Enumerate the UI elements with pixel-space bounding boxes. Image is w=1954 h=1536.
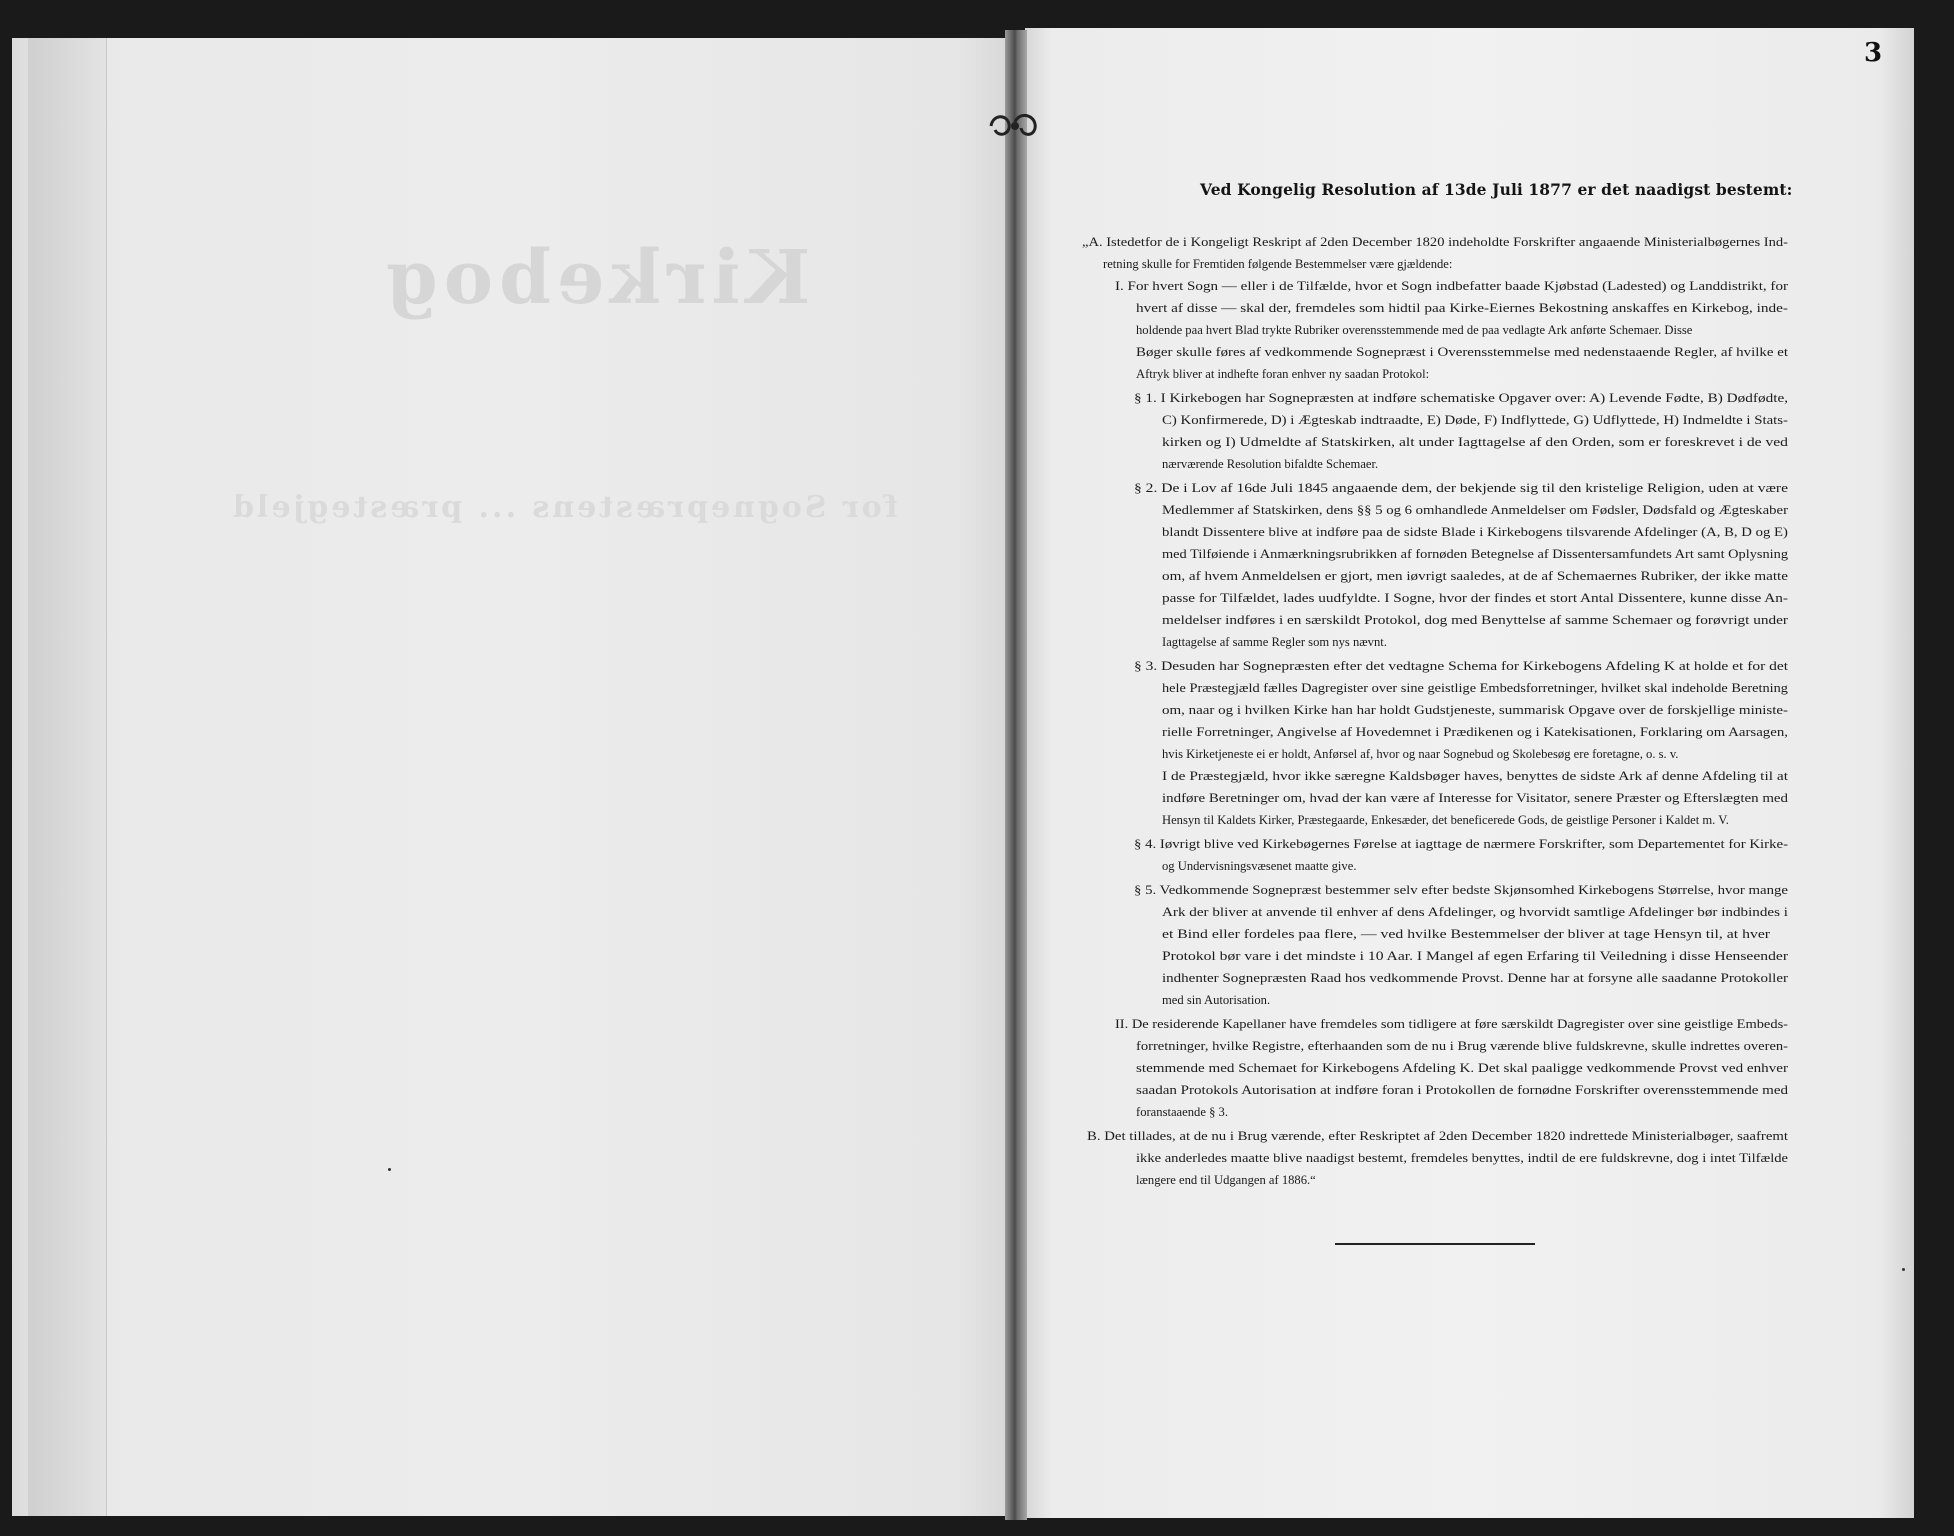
binding-thread-icon [985, 108, 1045, 142]
text-line: hvert af disse — skal der, fremdeles som hidtil paa Kirke-Eiernes Bekostning anskaffes en Kirkebog, inde- [1136, 301, 1788, 315]
text-line: blandt Dissentere blive at indføre paa de sidste Blade i Kirkebogens tilsvarende Afdelinger (A, B, D og E) [1162, 525, 1788, 539]
text-line: Medlemmer af Statskirken, dens §§ 5 og 6 omhandlede Anmeldelser om Fødsler, Dødsfald og Ægteskaber [1162, 503, 1788, 517]
text-line: kirken og I) Udmeldte af Statskirken, alt under Iagttagelse af den Orden, som er foreskrevet i de ved [1162, 435, 1789, 449]
text-line: stemmende med Schemaet for Kirkebogens Afdeling K. Det skal paaligge vedkommende Provst ved enhver [1136, 1061, 1788, 1075]
text-line: med Tilføiende i Anmærkningsrubrikken af fornøden Betegnelse af Dissentersamfundets Art samt Oplysning [1162, 547, 1789, 561]
text-line: rielle Forretninger, Angivelse af Hovedemnet i Prædikenen og i Katekisationen, Forklaring om Aarsagen, [1162, 725, 1788, 739]
text-line: Ark der bliver at anvende til enhver af dens Afdelinger, og hvorvidt samtlige Afdelinger bør indbindes i [1162, 905, 1788, 919]
text-line: II. De residerende Kapellaner have fremdeles som tidligere at føre særskildt Dagregister over sine geistlige Embeds- [1115, 1017, 1788, 1031]
text-line: indføre Beretninger om, hvad der kan være af Interesse for Visitator, senere Præster og Efterslægten med [1162, 791, 1789, 805]
text-line: hvis Kirketjeneste ei er holdt, Anførsel af, hvor og naar Sognebud og Skolebesøg ere foretagne, o. s. v. [1162, 747, 1679, 761]
text-line: forretninger, hvilke Registre, efterhaanden som de nu i Brug værende blive fuldskrevne, skulle indrettes overen- [1136, 1039, 1789, 1053]
left-page-edge [28, 38, 107, 1516]
ghost-title-bleedthrough: Kirkebog [380, 235, 811, 321]
text-line: B. Det tillades, at de nu i Brug værende, efter Reskriptet af 2den December 1820 indrettede Ministerialbøger, saafremt [1087, 1129, 1789, 1143]
text-line: § 5. Vedkommende Sognepræst bestemmer selv efter bedste Skjønsomhed Kirkebogens Størrelse, hvor mange [1134, 883, 1789, 897]
page-number: 3 [1864, 38, 1883, 68]
text-line: med sin Autorisation. [1162, 993, 1271, 1007]
text-line: „A. Istedetfor de i Kongeligt Reskript af 2den December 1820 indeholdte Forskrifter angaaende Ministerialbøgernes Ind- [1082, 235, 1788, 249]
text-line: Bøger skulle føres af vedkommende Sognepræst i Overensstemmelse med nedenstaaende Regler, af hvilke et [1136, 345, 1788, 359]
text-line: § 3. Desuden har Sognepræsten efter det vedtagne Schema for Kirkebogens Afdeling K at holde et for det [1134, 659, 1789, 673]
text-line: om, naar og i hvilken Kirke han har holdt Gudstjeneste, summarisk Opgave over de forskjellige ministe- [1162, 703, 1789, 717]
text-line: indhenter Sognepræsten Raad hos vedkommende Provst. Denne har at forsyne alle saadanne Protokoller [1162, 971, 1789, 985]
book-gutter [1005, 30, 1027, 1520]
text-line: Hensyn til Kaldets Kirker, Præstegaarde, Enkesæder, det beneficerede Gods, de geistlige Personer i Kaldet m. V. [1162, 813, 1729, 827]
text-line: hele Præstegjæld fælles Dagregister over sine geistlige Embedsforretninger, hvilket skal indeholde Beretning [1162, 681, 1788, 695]
text-line: meldelser indføres i en særskildt Protokol, dog med Benyttelse af samme Schemaer og forøvrigt under [1162, 613, 1788, 627]
text-line: holdende paa hvert Blad trykte Rubriker overensstemmende med de paa vedlagte Ark anførte Schemaer. Disse [1136, 323, 1693, 337]
text-line: Aftryk bliver at indhefte foran enhver ny saadan Protokol: [1136, 367, 1430, 381]
text-line: længere end til Udgangen af 1886.“ [1136, 1173, 1316, 1187]
speck [1902, 1268, 1905, 1271]
ghost-subtitle-bleedthrough: for Sognepræstens ... præstegjeld [230, 490, 898, 525]
text-line: foranstaaende § 3. [1136, 1105, 1228, 1119]
text-line: passe for Tilfældet, lades uudfyldte. I Sogne, hvor der findes et stort Antal Dissentere, kunne disse An- [1162, 591, 1788, 605]
text-line: retning skulle for Fremtiden følgende Bestemmelser være gjældende: [1103, 257, 1453, 271]
text-line: om, af hvem Anmeldelsen er gjort, men iøvrigt saaledes, at de af Schemaernes Rubriker, der ikke matte [1162, 569, 1788, 583]
text-line: I. For hvert Sogn — eller i de Tilfælde, hvor et Sogn indbefatter baade Kjøbstad (Ladested) og Landdistrikt, for [1115, 279, 1789, 293]
text-line: C) Konfirmerede, D) i Ægteskab indtraadte, E) Døde, F) Indflyttede, G) Udflyttede, H) Indmeldte i Stats- [1162, 413, 1788, 427]
resolution-heading: Ved Kongelig Resolution af 13de Juli 1877 er det naadigst bestemt: [1200, 180, 1793, 199]
text-line: saadan Protokols Autorisation at indføre foran i Protokollen de fornødne Forskrifter overensstemmende med [1136, 1083, 1789, 1097]
text-line: og Undervisningsvæsenet maatte give. [1162, 859, 1357, 873]
text-line: § 4. Iøvrigt blive ved Kirkebøgernes Førelse at iagttage de nærmere Forskrifter, som Departementet for Kirke- [1134, 837, 1789, 851]
text-line: nærværende Resolution bifaldte Schemaer. [1162, 457, 1379, 471]
closing-rule [1335, 1243, 1535, 1245]
text-line: et Bind eller fordeles paa flere, — ved hvilke Bestemmelser der bliver at tage Hensyn til, at hver [1162, 927, 1771, 941]
text-line: § 2. De i Lov af 16de Juli 1845 angaaende dem, der bekjende sig til den kristelige Religion, uden at være [1134, 481, 1788, 495]
speck [388, 1168, 391, 1171]
text-line: I de Præstegjæld, hvor ikke særegne Kaldsbøger haves, benyttes de sidste Ark af denne Afdeling til at [1162, 769, 1788, 783]
text-line: ikke anderledes maatte blive naadigst bestemt, fremdeles benyttes, indtil de ere fuldskrevne, dog i intet Tilfælde [1136, 1151, 1789, 1165]
text-line: § 1. I Kirkebogen har Sognepræsten at indføre schematiske Opgaver over: A) Levende Fødte, B) Dødfødte, [1134, 391, 1789, 405]
text-line: Iagttagelse af samme Regler som nys nævnt. [1162, 635, 1387, 649]
text-line: Protokol bør vare i det mindste i 10 Aar. I Mangel af egen Erfaring til Veiledning i disse Henseender [1162, 949, 1789, 963]
